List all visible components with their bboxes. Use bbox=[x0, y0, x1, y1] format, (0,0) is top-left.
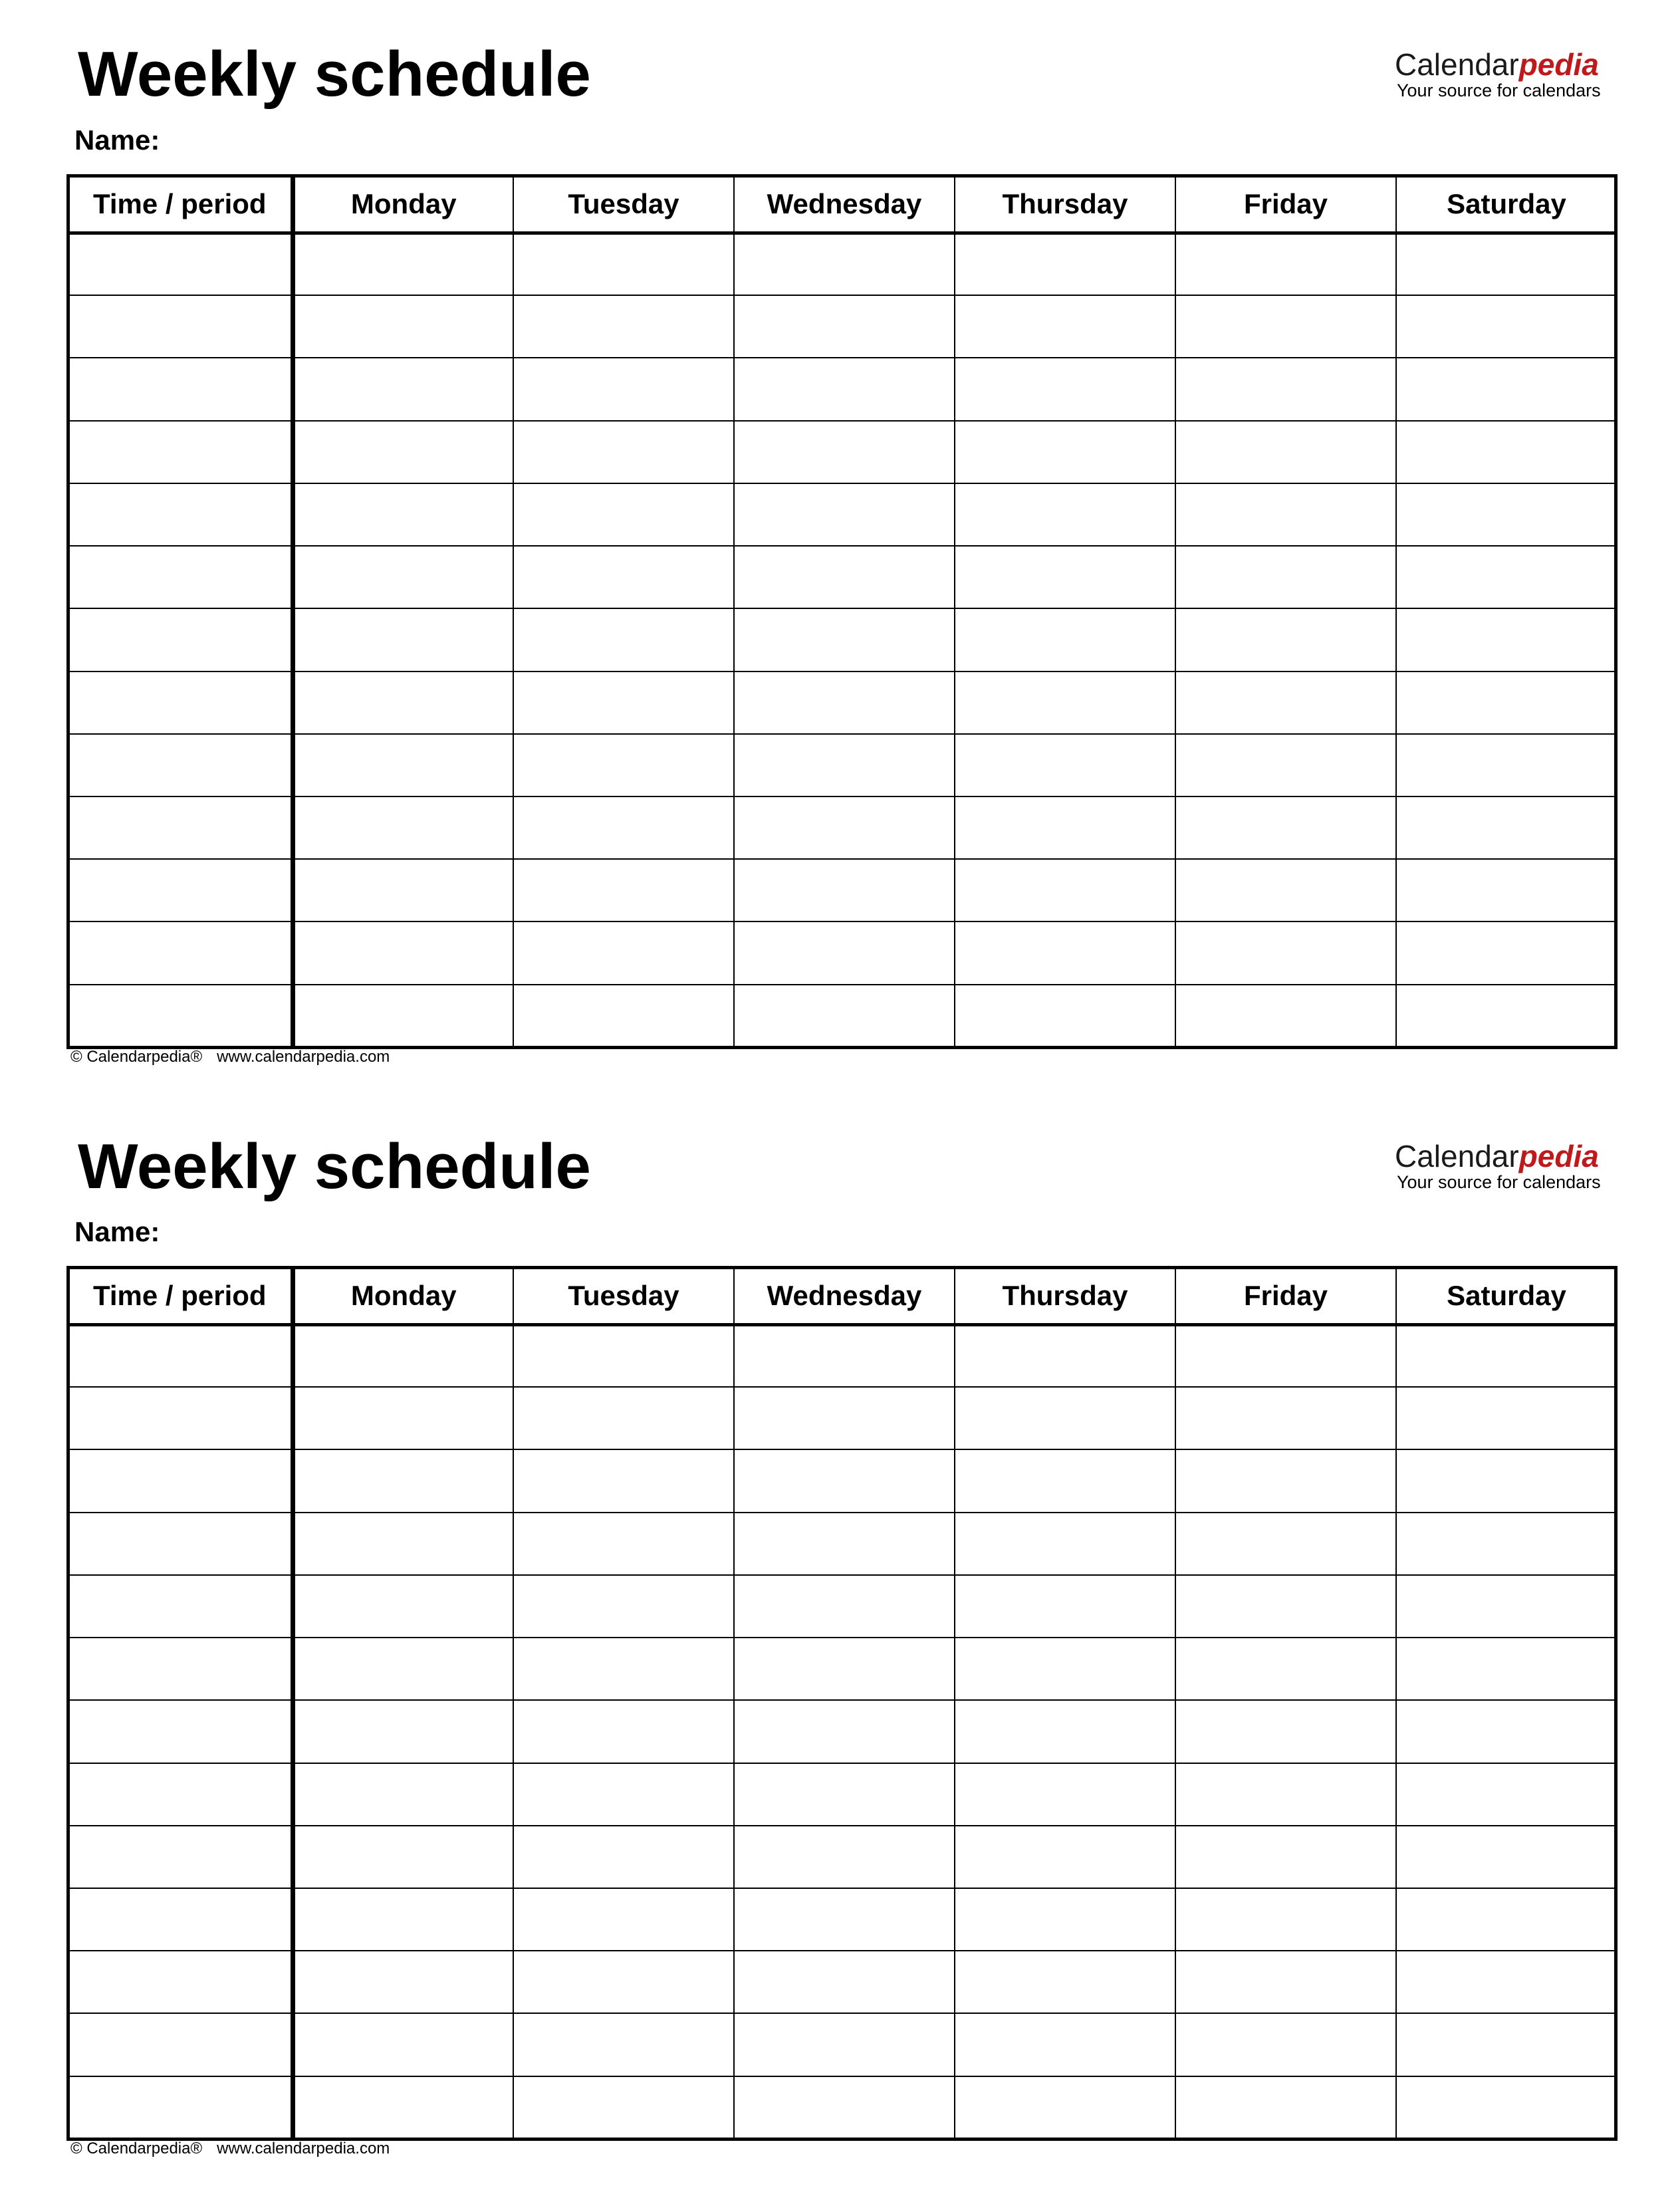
schedule-cell[interactable] bbox=[955, 672, 1175, 734]
schedule-cell[interactable] bbox=[1175, 672, 1396, 734]
schedule-cell[interactable] bbox=[293, 859, 513, 921]
footer-credit bbox=[70, 1049, 390, 1065]
column-header-time: Time / period bbox=[68, 176, 293, 233]
page-title: Weekly schedule bbox=[78, 1131, 591, 1202]
calendarpedia-logo bbox=[1395, 49, 1601, 100]
time-period-cell[interactable] bbox=[68, 1513, 293, 1575]
schedule-cell[interactable] bbox=[293, 797, 513, 859]
schedule-cell[interactable] bbox=[1175, 1324, 1396, 1387]
time-period-cell[interactable] bbox=[68, 985, 293, 1047]
schedule-cell[interactable] bbox=[1396, 1513, 1617, 1575]
schedule-cell[interactable] bbox=[513, 734, 734, 797]
schedule-cell[interactable] bbox=[955, 608, 1175, 671]
schedule-cell[interactable] bbox=[734, 421, 955, 483]
schedule-cell[interactable] bbox=[513, 1700, 734, 1763]
schedule-cell[interactable] bbox=[293, 672, 513, 734]
schedule-cell[interactable] bbox=[513, 859, 734, 921]
schedule-cell[interactable] bbox=[1175, 1513, 1396, 1575]
schedule-cell[interactable] bbox=[513, 2076, 734, 2139]
table-row bbox=[68, 421, 1617, 483]
time-period-cell[interactable] bbox=[68, 1951, 293, 2013]
schedule-cell[interactable] bbox=[734, 672, 955, 734]
page-title: Weekly schedule bbox=[78, 39, 591, 110]
schedule-cell[interactable] bbox=[513, 2013, 734, 2076]
time-period-cell[interactable] bbox=[68, 1387, 293, 1449]
schedule-cell[interactable] bbox=[1175, 1575, 1396, 1638]
schedule-cell[interactable] bbox=[955, 295, 1175, 358]
schedule-cell[interactable] bbox=[293, 1513, 513, 1575]
schedule-cell[interactable] bbox=[1396, 1449, 1617, 1512]
schedule-cell[interactable] bbox=[293, 1826, 513, 1888]
schedule-cell[interactable] bbox=[513, 985, 734, 1047]
schedule-cell[interactable] bbox=[1175, 1449, 1396, 1512]
schedule-cell[interactable] bbox=[513, 1826, 734, 1888]
schedule-cell[interactable] bbox=[734, 358, 955, 420]
schedule-cell[interactable] bbox=[1396, 421, 1617, 483]
schedule-cell[interactable] bbox=[293, 2013, 513, 2076]
schedule-cell[interactable] bbox=[955, 233, 1175, 295]
column-header-saturday: Saturday bbox=[1396, 1268, 1617, 1324]
schedule-cell[interactable] bbox=[513, 233, 734, 295]
schedule-cell[interactable] bbox=[1175, 421, 1396, 483]
table-row bbox=[68, 797, 1617, 859]
schedule-cell[interactable] bbox=[293, 985, 513, 1047]
column-header-saturday: Saturday bbox=[1396, 176, 1617, 233]
table-row bbox=[68, 358, 1617, 420]
schedule-cell[interactable] bbox=[1396, 1763, 1617, 1826]
schedule-cell[interactable] bbox=[1396, 1575, 1617, 1638]
header-row bbox=[68, 1268, 1617, 1324]
schedule-cell[interactable] bbox=[955, 1575, 1175, 1638]
time-period-cell[interactable] bbox=[68, 921, 293, 984]
schedule-cell[interactable] bbox=[1396, 358, 1617, 420]
table-row bbox=[68, 1888, 1617, 1951]
schedule-cell[interactable] bbox=[734, 859, 955, 921]
schedule-cell[interactable] bbox=[1396, 2013, 1617, 2076]
schedule-cell[interactable] bbox=[734, 1575, 955, 1638]
schedule-table bbox=[68, 1267, 1618, 2140]
schedule-cell[interactable] bbox=[955, 985, 1175, 1047]
schedule-cell[interactable] bbox=[734, 1763, 955, 1826]
table-row bbox=[68, 1324, 1617, 1387]
schedule-cell[interactable] bbox=[293, 233, 513, 295]
schedule-cell[interactable] bbox=[293, 1449, 513, 1512]
schedule-cell[interactable] bbox=[513, 797, 734, 859]
time-period-cell[interactable] bbox=[68, 1638, 293, 1700]
schedule-cell[interactable] bbox=[513, 421, 734, 483]
schedule-cell[interactable] bbox=[293, 734, 513, 797]
schedule-cell[interactable] bbox=[734, 2013, 955, 2076]
footer-url[interactable]: www.calendarpedia.com bbox=[217, 2140, 390, 2157]
time-period-cell[interactable] bbox=[68, 233, 293, 295]
schedule-cell[interactable] bbox=[1396, 295, 1617, 358]
table-row bbox=[68, 1951, 1617, 2013]
schedule-cell[interactable] bbox=[293, 421, 513, 483]
schedule-cell[interactable] bbox=[955, 1826, 1175, 1888]
schedule-cell[interactable] bbox=[293, 1951, 513, 2013]
schedule-cell[interactable] bbox=[293, 546, 513, 608]
schedule-cell[interactable] bbox=[293, 358, 513, 420]
time-period-cell[interactable] bbox=[68, 1700, 293, 1763]
schedule-cell[interactable] bbox=[1396, 1387, 1617, 1449]
column-header-wednesday: Wednesday bbox=[734, 176, 955, 233]
table-row bbox=[68, 1638, 1617, 1700]
schedule-cell[interactable] bbox=[955, 358, 1175, 420]
time-period-cell[interactable] bbox=[68, 859, 293, 921]
schedule-cell[interactable] bbox=[1175, 608, 1396, 671]
schedule-cell[interactable] bbox=[293, 2076, 513, 2139]
schedule-cell[interactable] bbox=[293, 1888, 513, 1951]
time-period-cell[interactable] bbox=[68, 1763, 293, 1826]
schedule-cell[interactable] bbox=[513, 1513, 734, 1575]
schedule-cell[interactable] bbox=[1175, 1826, 1396, 1888]
time-period-cell[interactable] bbox=[68, 608, 293, 671]
calendarpedia-logo bbox=[1395, 1141, 1601, 1191]
table-row bbox=[68, 1826, 1617, 1888]
schedule-cell[interactable] bbox=[293, 1638, 513, 1700]
schedule-cell[interactable] bbox=[1396, 797, 1617, 859]
schedule-cell[interactable] bbox=[1396, 1826, 1617, 1888]
schedule-cell[interactable] bbox=[1175, 1951, 1396, 2013]
schedule-cell[interactable] bbox=[734, 1638, 955, 1700]
table-row bbox=[68, 1449, 1617, 1512]
table-row bbox=[68, 483, 1617, 546]
schedule-cell[interactable] bbox=[1396, 672, 1617, 734]
schedule-cell[interactable] bbox=[955, 546, 1175, 608]
schedule-cell[interactable] bbox=[1396, 1638, 1617, 1700]
schedule-cell[interactable] bbox=[1175, 1888, 1396, 1951]
schedule-cell[interactable] bbox=[513, 546, 734, 608]
schedule-cell[interactable] bbox=[513, 1951, 734, 2013]
name-label: Name: bbox=[74, 124, 160, 156]
schedule-cell[interactable] bbox=[1396, 608, 1617, 671]
table-row bbox=[68, 1387, 1617, 1449]
schedule-cell[interactable] bbox=[1396, 546, 1617, 608]
schedule-cell[interactable] bbox=[1175, 295, 1396, 358]
schedule-cell[interactable] bbox=[293, 921, 513, 984]
schedule-cell[interactable] bbox=[734, 1449, 955, 1512]
schedule-cell[interactable] bbox=[293, 295, 513, 358]
schedule-cell[interactable] bbox=[1175, 358, 1396, 420]
schedule-cell[interactable] bbox=[293, 1763, 513, 1826]
schedule-cell[interactable] bbox=[1175, 2076, 1396, 2139]
schedule-cell[interactable] bbox=[734, 921, 955, 984]
schedule-cell[interactable] bbox=[1396, 734, 1617, 797]
column-header-friday: Friday bbox=[1175, 176, 1396, 233]
time-period-cell[interactable] bbox=[68, 672, 293, 734]
schedule-cell[interactable] bbox=[1175, 797, 1396, 859]
time-period-cell[interactable] bbox=[68, 2013, 293, 2076]
time-period-cell[interactable] bbox=[68, 1888, 293, 1951]
time-period-cell[interactable] bbox=[68, 358, 293, 420]
schedule-cell[interactable] bbox=[513, 608, 734, 671]
schedule-cell[interactable] bbox=[513, 1387, 734, 1449]
column-header-tuesday: Tuesday bbox=[513, 176, 734, 233]
schedule-cell[interactable] bbox=[955, 1638, 1175, 1700]
column-header-thursday: Thursday bbox=[955, 1268, 1175, 1324]
schedule-cell[interactable] bbox=[734, 1951, 955, 2013]
schedule-cell[interactable] bbox=[955, 1888, 1175, 1951]
time-period-cell[interactable] bbox=[68, 1449, 293, 1512]
time-period-cell[interactable] bbox=[68, 1324, 293, 1387]
table-row bbox=[68, 1700, 1617, 1763]
schedule-cell[interactable] bbox=[734, 985, 955, 1047]
schedule-cell[interactable] bbox=[734, 608, 955, 671]
column-header-thursday: Thursday bbox=[955, 176, 1175, 233]
schedule-cell[interactable] bbox=[734, 1700, 955, 1763]
schedule-cell[interactable] bbox=[955, 1324, 1175, 1387]
logo-brand: Calendarpedia bbox=[1395, 1139, 1599, 1173]
schedule-body bbox=[68, 1324, 1617, 2139]
schedule-cell[interactable] bbox=[1396, 985, 1617, 1047]
schedule-cell[interactable] bbox=[734, 734, 955, 797]
table-row bbox=[68, 985, 1617, 1047]
time-period-cell[interactable] bbox=[68, 1826, 293, 1888]
table-row bbox=[68, 1763, 1617, 1826]
schedule-cell[interactable] bbox=[1175, 1387, 1396, 1449]
schedule-cell[interactable] bbox=[293, 483, 513, 546]
schedule-cell[interactable] bbox=[513, 483, 734, 546]
table-row bbox=[68, 1513, 1617, 1575]
schedule-cell[interactable] bbox=[513, 358, 734, 420]
schedule-cell[interactable] bbox=[293, 1324, 513, 1387]
schedule-cell[interactable] bbox=[293, 1700, 513, 1763]
column-header-friday: Friday bbox=[1175, 1268, 1396, 1324]
column-header-monday: Monday bbox=[293, 176, 513, 233]
time-period-cell[interactable] bbox=[68, 1575, 293, 1638]
schedule-cell[interactable] bbox=[734, 546, 955, 608]
table-row bbox=[68, 233, 1617, 295]
schedule-cell[interactable] bbox=[513, 921, 734, 984]
schedule-cell[interactable] bbox=[955, 1951, 1175, 2013]
schedule-cell[interactable] bbox=[734, 1826, 955, 1888]
schedule-cell[interactable] bbox=[1175, 483, 1396, 546]
schedule-cell[interactable] bbox=[734, 1324, 955, 1387]
time-period-cell[interactable] bbox=[68, 421, 293, 483]
schedule-cell[interactable] bbox=[513, 1888, 734, 1951]
table-row bbox=[68, 608, 1617, 671]
schedule-cell[interactable] bbox=[734, 1387, 955, 1449]
schedule-cell[interactable] bbox=[513, 1324, 734, 1387]
schedule-cell[interactable] bbox=[293, 1575, 513, 1638]
footer-copyright: © Calendarpedia® bbox=[70, 1048, 203, 1066]
schedule-cell[interactable] bbox=[1175, 985, 1396, 1047]
schedule-cell[interactable] bbox=[1396, 233, 1617, 295]
schedule-cell[interactable] bbox=[513, 1449, 734, 1512]
column-header-tuesday: Tuesday bbox=[513, 1268, 734, 1324]
footer-url[interactable]: www.calendarpedia.com bbox=[217, 1048, 390, 1066]
table-row bbox=[68, 295, 1617, 358]
schedule-cell[interactable] bbox=[955, 734, 1175, 797]
column-header-monday: Monday bbox=[293, 1268, 513, 1324]
schedule-cell[interactable] bbox=[955, 797, 1175, 859]
schedule-cell[interactable] bbox=[513, 295, 734, 358]
schedule-cell[interactable] bbox=[734, 797, 955, 859]
header-row bbox=[68, 176, 1617, 233]
footer-copyright: © Calendarpedia® bbox=[70, 2140, 203, 2157]
schedule-cell[interactable] bbox=[513, 672, 734, 734]
schedule-cell[interactable] bbox=[734, 483, 955, 546]
schedule-cell[interactable] bbox=[955, 1763, 1175, 1826]
schedule-cell[interactable] bbox=[955, 1700, 1175, 1763]
table-row bbox=[68, 1575, 1617, 1638]
schedule-cell[interactable] bbox=[1175, 546, 1396, 608]
logo-brand: Calendarpedia bbox=[1395, 47, 1599, 82]
table-row bbox=[68, 2076, 1617, 2139]
schedule-cell[interactable] bbox=[1175, 734, 1396, 797]
schedule-cell[interactable] bbox=[955, 483, 1175, 546]
time-period-cell[interactable] bbox=[68, 483, 293, 546]
table-row bbox=[68, 734, 1617, 797]
time-period-cell[interactable] bbox=[68, 295, 293, 358]
schedule-cell[interactable] bbox=[734, 233, 955, 295]
schedule-cell[interactable] bbox=[513, 1575, 734, 1638]
time-period-cell[interactable] bbox=[68, 734, 293, 797]
time-period-cell[interactable] bbox=[68, 2076, 293, 2139]
logo-tagline: Your source for calendars bbox=[1397, 1172, 1601, 1192]
schedule-cell[interactable] bbox=[1396, 1951, 1617, 2013]
schedule-table bbox=[68, 176, 1618, 1048]
schedule-cell[interactable] bbox=[955, 1513, 1175, 1575]
column-header-wednesday: Wednesday bbox=[734, 1268, 955, 1324]
schedule-cell[interactable] bbox=[1396, 859, 1617, 921]
schedule-cell[interactable] bbox=[1396, 1888, 1617, 1951]
schedule-cell[interactable] bbox=[955, 859, 1175, 921]
table-row bbox=[68, 859, 1617, 921]
table-row bbox=[68, 921, 1617, 984]
schedule-cell[interactable] bbox=[734, 2076, 955, 2139]
schedule-cell[interactable] bbox=[1396, 2076, 1617, 2139]
schedule-cell[interactable] bbox=[1396, 1700, 1617, 1763]
schedule-cell[interactable] bbox=[293, 1387, 513, 1449]
schedule-body bbox=[68, 233, 1617, 1047]
schedule-cell[interactable] bbox=[955, 421, 1175, 483]
schedule-cell[interactable] bbox=[734, 1513, 955, 1575]
schedule-cell[interactable] bbox=[955, 1387, 1175, 1449]
schedule-cell[interactable] bbox=[1175, 1700, 1396, 1763]
schedule-cell[interactable] bbox=[1175, 1638, 1396, 1700]
schedule-cell[interactable] bbox=[1396, 921, 1617, 984]
schedule-cell[interactable] bbox=[1175, 1763, 1396, 1826]
schedule-cell[interactable] bbox=[955, 1449, 1175, 1512]
table-row bbox=[68, 672, 1617, 734]
table-row bbox=[68, 546, 1617, 608]
schedule-cell[interactable] bbox=[955, 921, 1175, 984]
schedule-cell[interactable] bbox=[1396, 1324, 1617, 1387]
schedule-cell[interactable] bbox=[1175, 859, 1396, 921]
time-period-cell[interactable] bbox=[68, 797, 293, 859]
logo-tagline: Your source for calendars bbox=[1397, 80, 1601, 100]
schedule-cell[interactable] bbox=[1175, 921, 1396, 984]
schedule-cell[interactable] bbox=[955, 2013, 1175, 2076]
schedule-cell[interactable] bbox=[955, 2076, 1175, 2139]
schedule-cell[interactable] bbox=[1175, 233, 1396, 295]
schedule-cell[interactable] bbox=[1175, 2013, 1396, 2076]
time-period-cell[interactable] bbox=[68, 546, 293, 608]
table-row bbox=[68, 2013, 1617, 2076]
footer-credit bbox=[70, 2141, 390, 2157]
name-label: Name: bbox=[74, 1216, 160, 1247]
schedule-cell[interactable] bbox=[293, 608, 513, 671]
schedule-cell[interactable] bbox=[734, 295, 955, 358]
schedule-cell[interactable] bbox=[513, 1638, 734, 1700]
schedule-cell[interactable] bbox=[734, 1888, 955, 1951]
column-header-time: Time / period bbox=[68, 1268, 293, 1324]
schedule-cell[interactable] bbox=[513, 1763, 734, 1826]
schedule-cell[interactable] bbox=[1396, 483, 1617, 546]
